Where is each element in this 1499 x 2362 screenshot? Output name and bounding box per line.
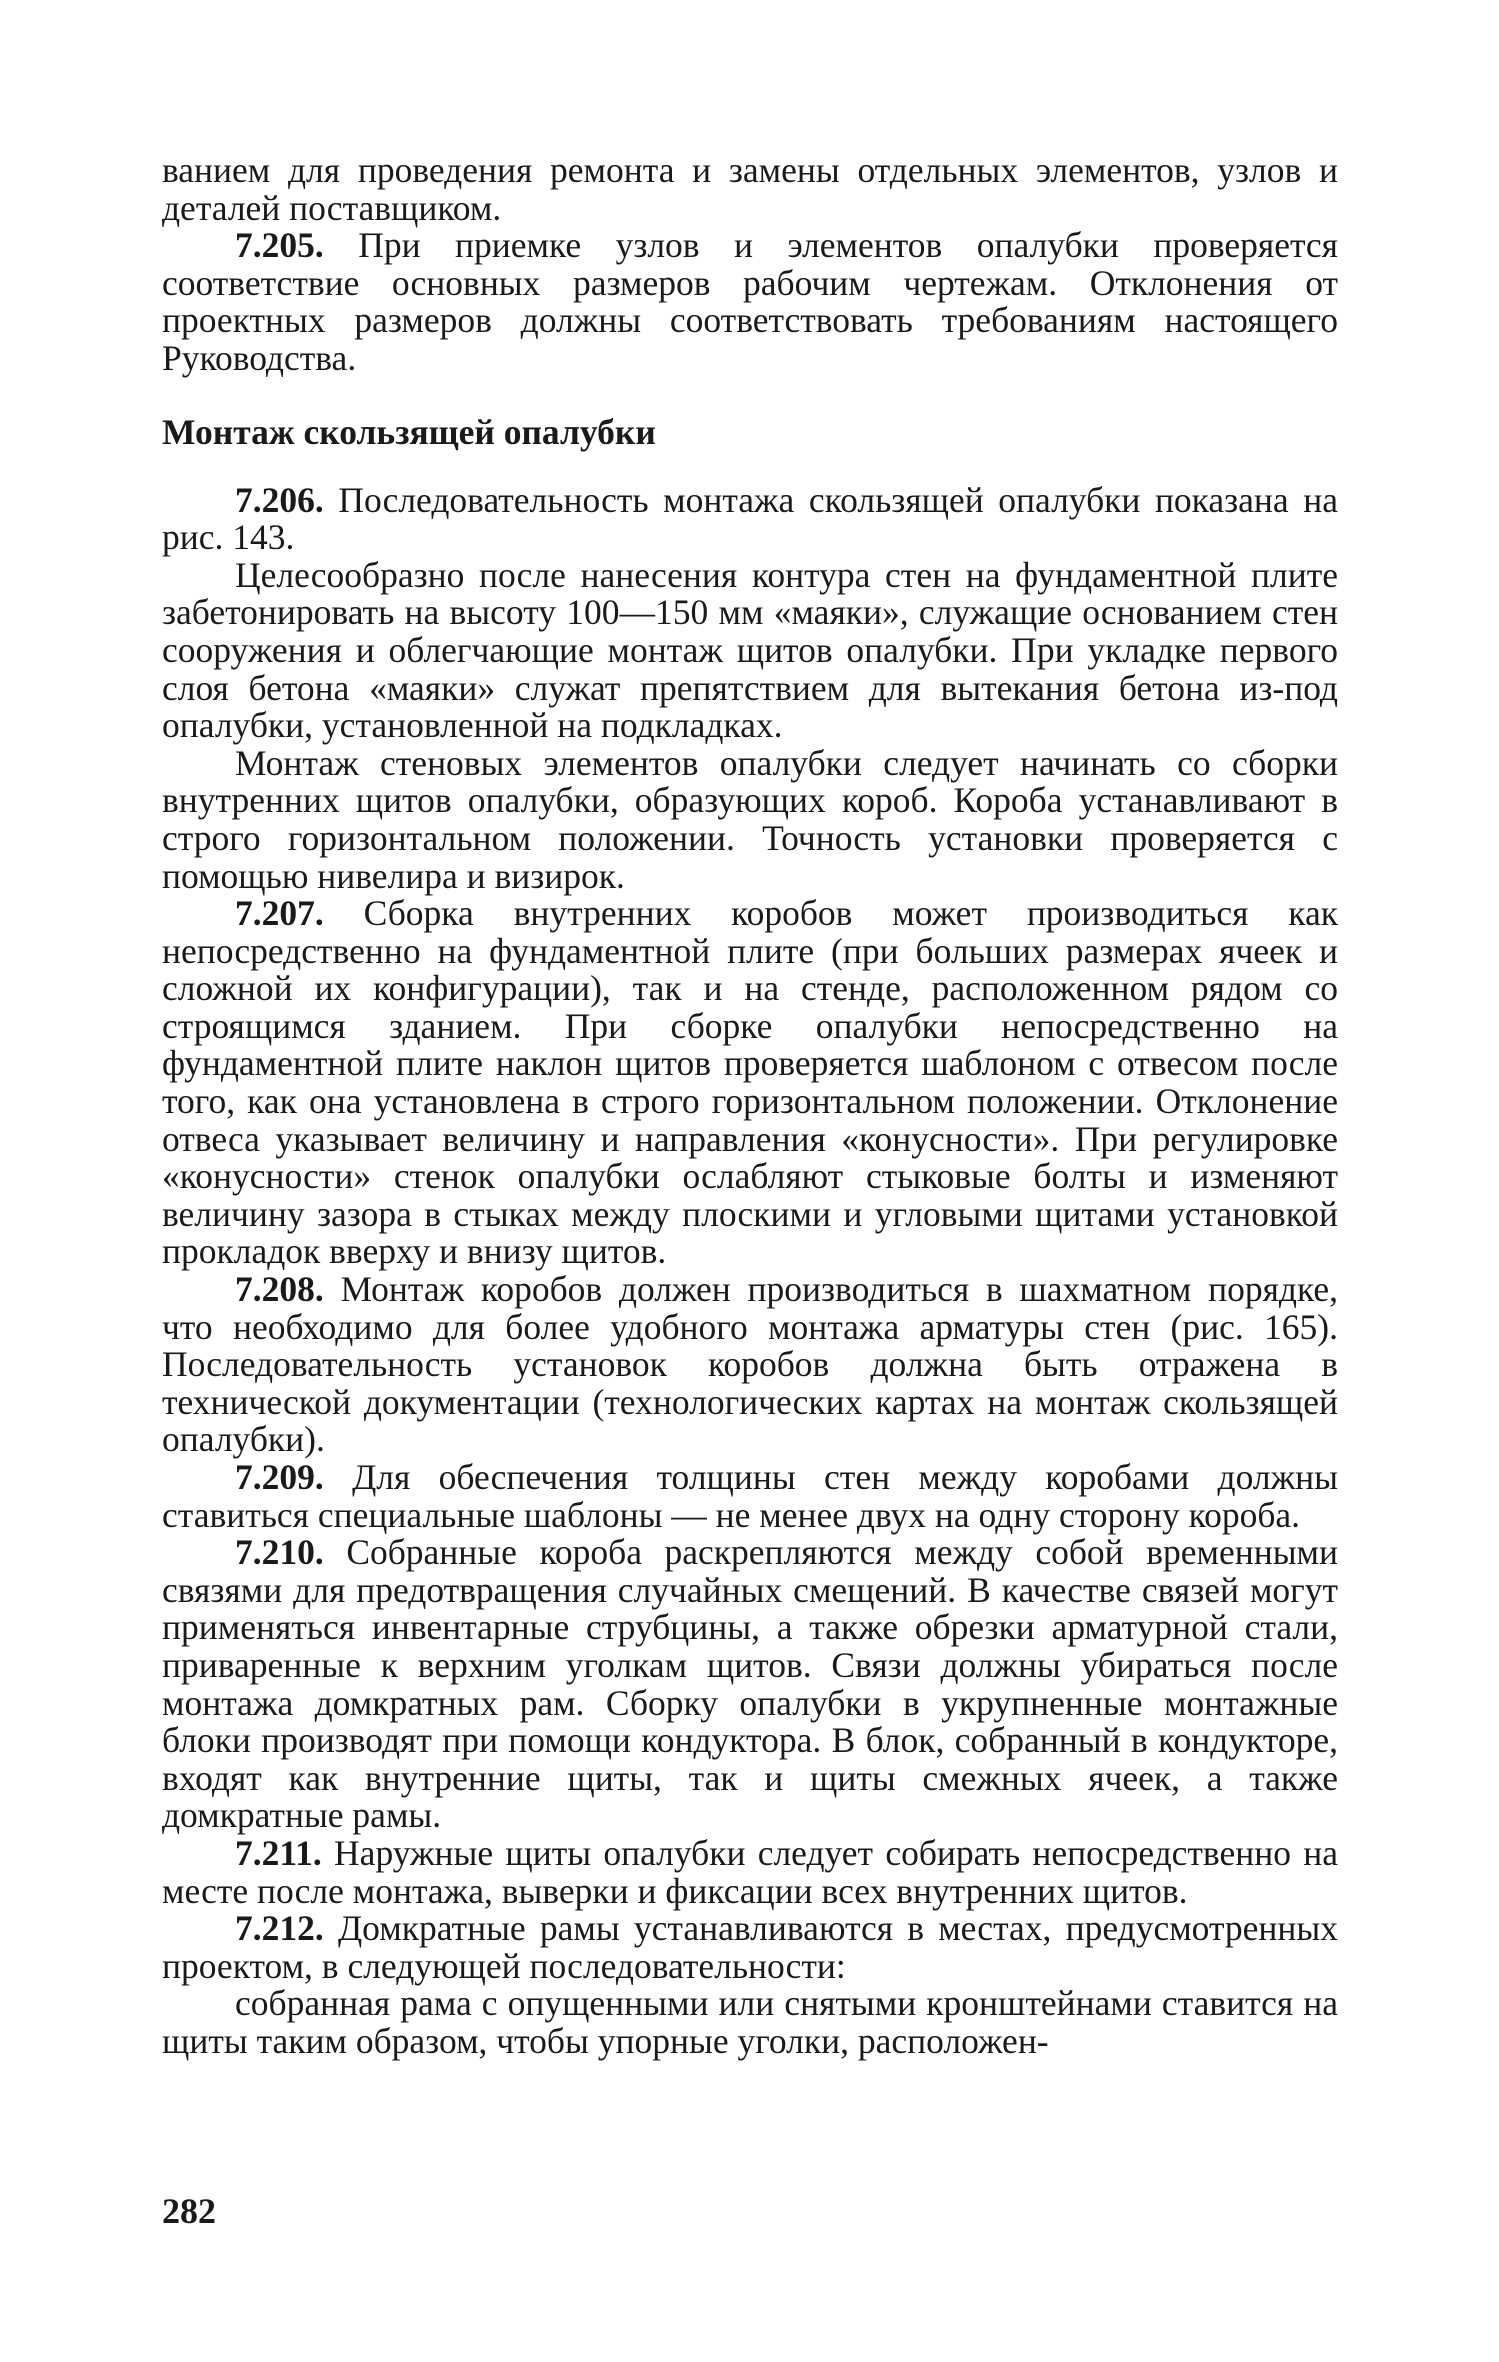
paragraph-7-212-b: собранная рама с опущенными или снятыми кронштейнами ставится на щиты таким образом, чтобы упорные уголки, расположен- (162, 1983, 1338, 2061)
paragraph-7-212: 7.212. Домкратные рамы устанавливаются в местах, предусмотренных проектом, в следующей последовательности: (162, 1908, 1339, 1986)
clause-number: 7.209. (235, 1457, 324, 1497)
paragraph-7-208: 7.208. Монтаж коробов должен производиться в шахматном порядке, что необходимо для более удобного монтажа арматуры стен (рис. 165). Последовательность установок коробов должна быть отражена в технической документации (технологических картах на монтаж скользящей опалубки). (162, 1269, 1338, 1460)
page-body (162, 152, 1338, 2061)
paragraph-intro: ванием для проведения ремонта и замены отдельных элементов, узлов и деталей поставщиком. (162, 150, 1338, 228)
paragraph-7-207: 7.207. Сборка внутренних коробов может производиться как непосредственно на фундаментной плите (при больших размерах ячеек и сложной их конфигурации), так и на стенде, расположенном рядом со строящимся зданием. При сборке опалубки непосредственно на фундаментной плите наклон щитов проверяется шаблоном с отвесом после того, как она установлена в строго горизонтальном положении. Отклонение отвеса указывает величину и направления «конусности». При регулировке «конусности» стенок опалубки ослабляют стыковые болты и изменяют величину зазора в стыках между плоскими и угловыми щитами установкой прокладок вверху и внизу щитов. (162, 893, 1338, 1272)
page-number: 282 (162, 2191, 216, 2231)
clause-number: 7.208. (235, 1269, 324, 1310)
paragraph-7-211: 7.211. Наружные щиты опалубки следует собирать непосредственно на месте после монтажа, выверки и фиксации всех внутренних щитов. (162, 1832, 1338, 1911)
paragraph-7-210: 7.210. Собранные короба раскрепляются между собой временными связями для предотвращения случайных смещений. В качестве связей могут применяться инвентарные струбцины, а также обрезки арматурной стали, приваренные к верхним уголкам щитов. Связи должны убираться после монтажа домкратных рам. Сборку опалубки в укрупненные монтажные блоки производят при помощи кондуктора. В блок, собранный в кондукторе, входят как внутренние щиты, так и щиты смежных ячеек, а также домкратные рамы. (162, 1532, 1339, 1836)
paragraph-7-206-b: Целесообразно после нанесения контура стен на фундаментной плите забетонировать на высоту 100—150 мм «маяки», служащие основанием стен сооружения и облегчающие монтаж щитов опалубки. При укладке первого слоя бетона «маяки» служат препятствием для вытекания бетона из-под опалубки, установленной на подкладках. (162, 554, 1338, 746)
clause-number: 7.211. (235, 1832, 322, 1873)
paragraph-7-206-c: Монтаж стеновых элементов опалубки следует начинать со сборки внутренних щитов опалубки, образующих короб. Короба устанавливают в строго горизонтальном положении. Точность установки проверяется с помощью нивелира и визирок. (162, 742, 1338, 896)
paragraph-7-206: 7.206. Последовательность монтажа скользящей опалубки показана на рис. 143. (162, 479, 1338, 558)
clause-number: 7.205. (235, 225, 324, 266)
section-heading: Монтаж скользящей опалубки (162, 411, 656, 452)
clause-number: 7.206. (235, 479, 324, 520)
paragraph-7-209: 7.209. Для обеспечения толщины стен между коробами должны ставиться специальные шаблоны — не менее двух на одну сторону короба. (162, 1457, 1338, 1535)
paragraph-7-205: 7.205. При приемке узлов и элементов опалубки проверяется соответствие основных размеров рабочим чертежам. Отклонения от проектных размеров должны соответствовать требованиям настоящего Руководства. (162, 225, 1338, 378)
clause-number: 7.212. (235, 1908, 324, 1949)
clause-number: 7.207. (235, 893, 324, 934)
clause-number: 7.210. (235, 1532, 324, 1573)
